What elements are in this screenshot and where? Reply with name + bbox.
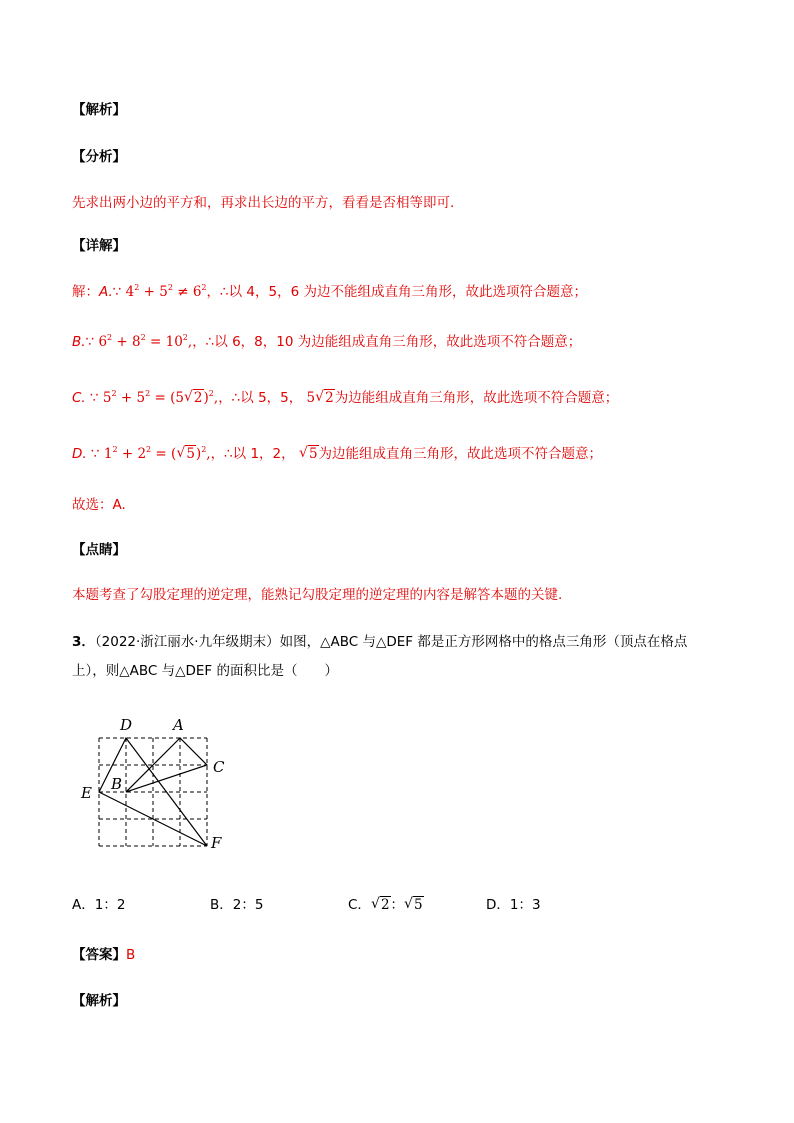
triangle-abc	[126, 738, 207, 792]
answer-line	[72, 945, 135, 965]
because-symbol: ∵	[90, 390, 99, 406]
heading-xiangjie: 【详解】	[72, 238, 126, 254]
option-b: B．2：5	[210, 897, 264, 913]
because-symbol: ∵	[112, 284, 122, 300]
solution-c	[72, 388, 618, 408]
answer-value: B	[126, 947, 136, 963]
option-letter-b: B.	[72, 334, 86, 350]
analysis-text: 先求出两小边的平方和，再求出长边的平方，看看是否相等即可.	[72, 195, 455, 211]
because-symbol: ∵	[85, 334, 95, 350]
option-c	[348, 895, 424, 915]
root-five: √ 5	[298, 445, 318, 462]
solution-d-text-post: 为边能组成直角三角形，故此选项不符合题意；	[318, 446, 603, 462]
question-text-1: （2022·浙江丽水·九年级期末）如图，△ABC 与△DEF 都是正方形网格中的格点三角形（顶点在格点	[94, 634, 688, 650]
conclusion: 故选：A.	[72, 497, 126, 513]
option-letter-d: D.	[72, 446, 87, 462]
solution-d	[72, 444, 602, 464]
question-number: 3．	[72, 634, 95, 650]
solution-c-text-post: 为边能组成直角三角形，故此选项不符合题意；	[334, 390, 619, 406]
solution-a-text: ，∴以 4，5，6 为边不能组成直角三角形，故此选项符合题意；	[206, 284, 587, 300]
root-two: √ 2	[370, 896, 390, 913]
equation-d: $1^2 + 2^2$ = ( √ 5)$^2$,	[103, 445, 211, 462]
label-d: D	[120, 716, 133, 734]
solution-prefix: 解：	[72, 284, 99, 300]
solution-c-text-pre: ，∴以 5，5，	[218, 390, 303, 406]
solution-b	[72, 332, 581, 352]
label-e: E	[81, 784, 92, 802]
comment-text: 本题考查了勾股定理的逆定理，能熟记勾股定理的逆定理的内容是解答本题的关键.	[72, 587, 563, 603]
option-letter-a: A.	[99, 284, 113, 300]
heading-fenxi: 【分析】	[72, 149, 126, 165]
option-d: D．1：3	[486, 897, 541, 913]
heading-dianjing: 【点睛】	[72, 542, 126, 558]
label-a: A	[173, 716, 184, 734]
heading-jiexi: 【解析】	[72, 102, 126, 118]
heading-jiexi-2: 【解析】	[72, 993, 126, 1009]
answer-label: 【答案】	[72, 947, 126, 963]
option-c-prefix: C．	[348, 897, 371, 913]
equation-c: $5^2 + 5^2 = (5$ √ 2)$^2$,	[102, 389, 219, 406]
solution-b-text: ，∴以 6，8，10 为边能组成直角三角形，故此选项不符合题意；	[192, 334, 582, 350]
question-line-2: 上），则△ABC 与△DEF 的面积比是（ ）	[72, 663, 338, 679]
five-root-two: 5 √ 2	[306, 389, 334, 406]
label-b: B	[111, 775, 123, 793]
label-c: C	[213, 758, 225, 776]
equation-a: $4^2 + 5^2 \ne 6^2$	[125, 283, 207, 300]
equation-b: $6^2 + 8^2 = 10^2$,	[98, 333, 193, 350]
solution-a	[72, 282, 587, 302]
option-a: A．1：2	[72, 897, 126, 913]
grid-figure	[75, 714, 255, 854]
because-symbol: ∵	[90, 446, 100, 462]
option-c-sep: ：	[390, 897, 405, 913]
option-letter-c: C.	[72, 390, 86, 406]
root-five: √ 5	[404, 896, 423, 913]
solution-d-text-pre: ，∴以 1，2，	[210, 446, 295, 462]
question-line-1	[72, 632, 687, 652]
label-f: F	[211, 834, 222, 852]
